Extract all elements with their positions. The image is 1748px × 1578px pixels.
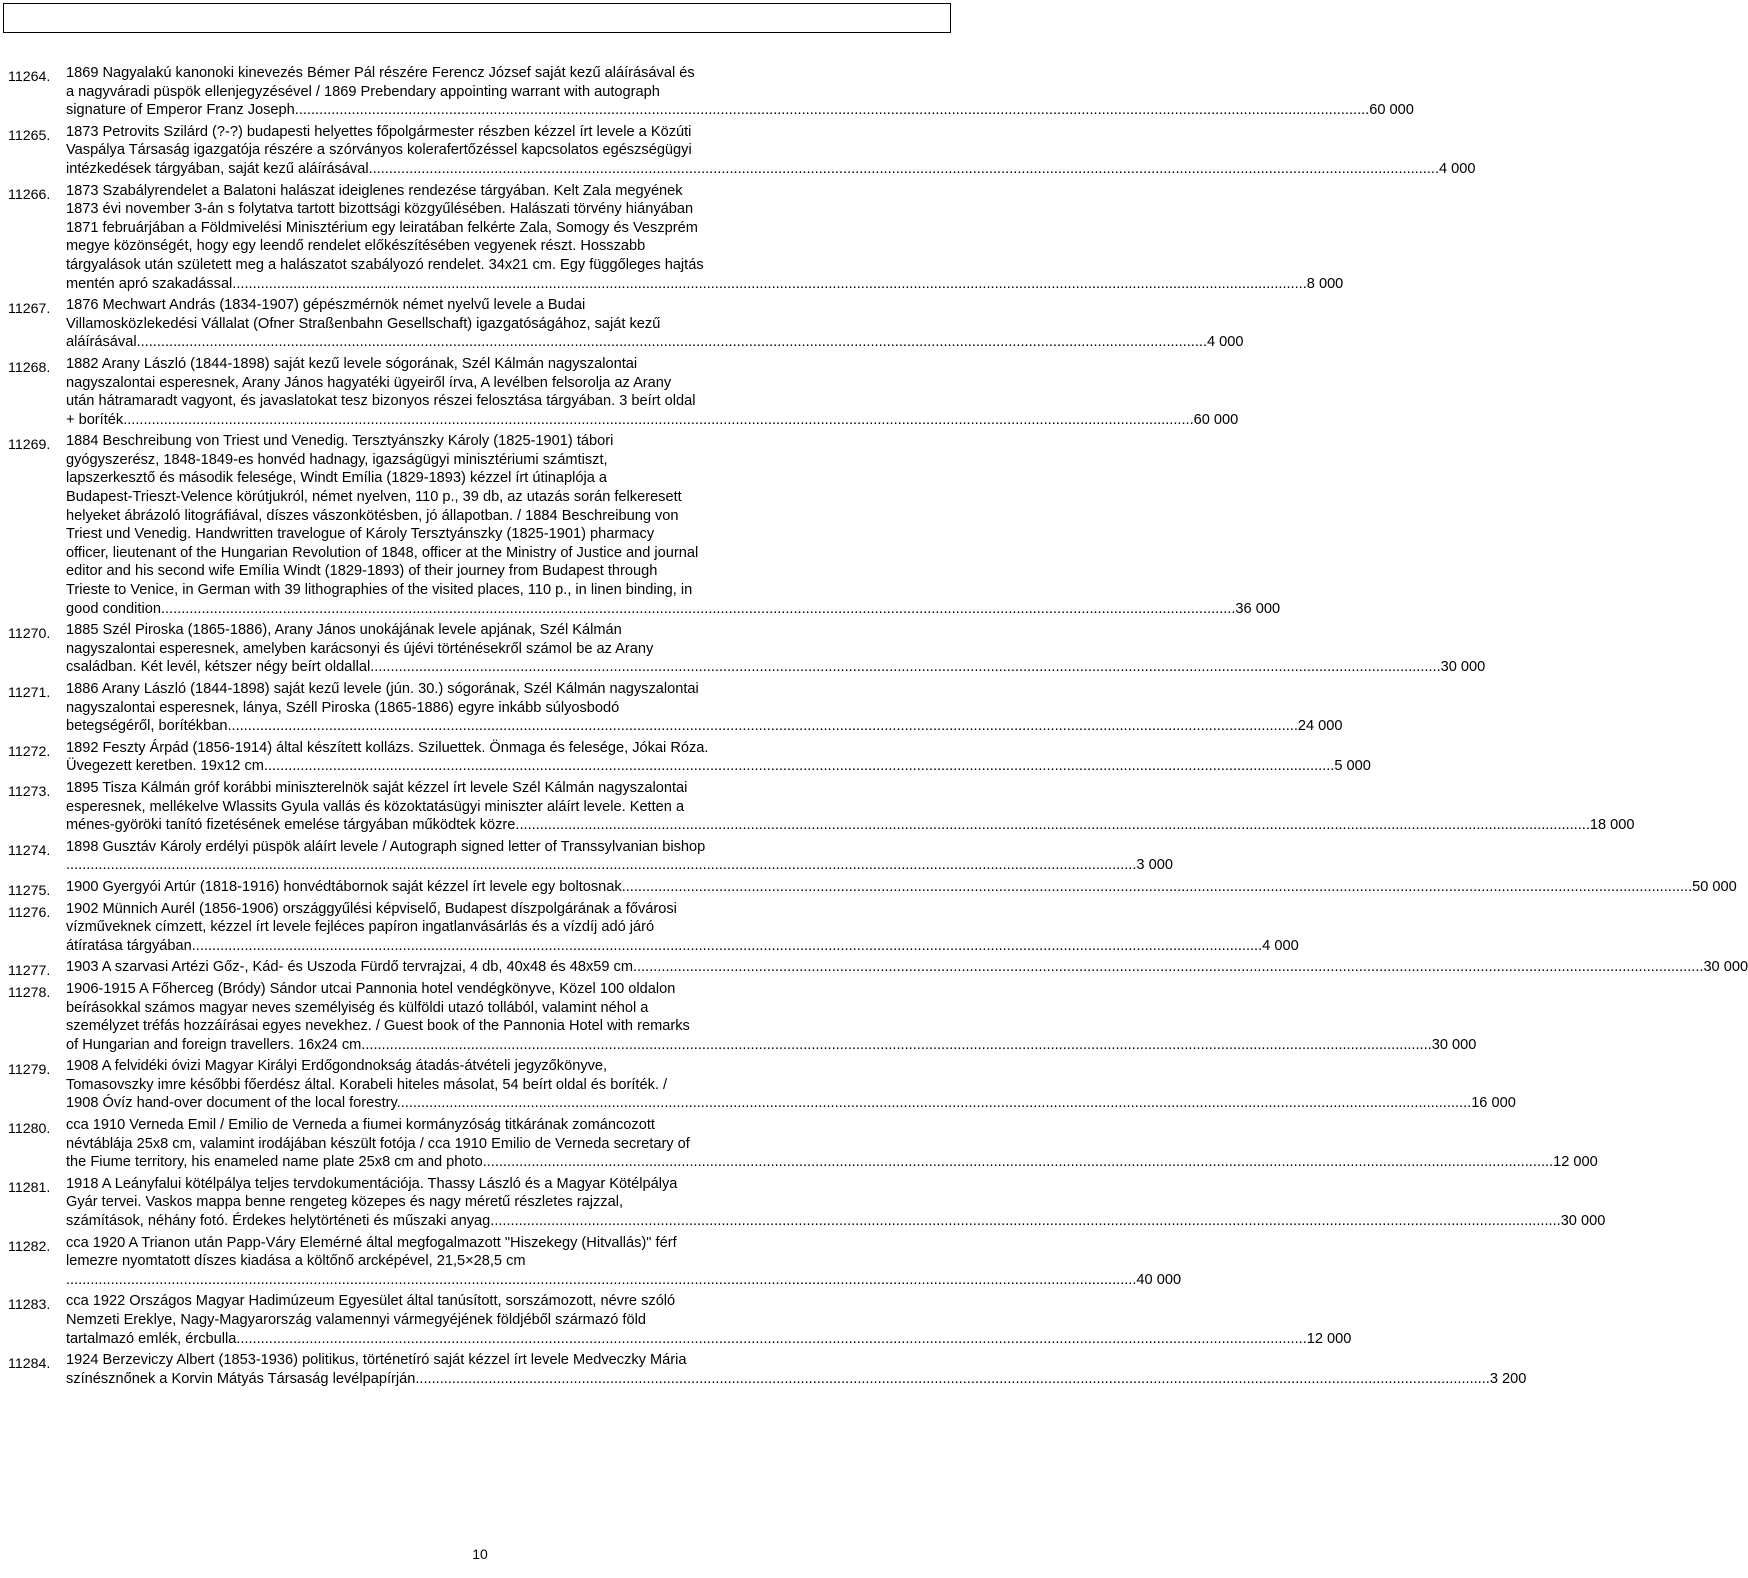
lot-number: 11278.: [8, 984, 51, 1001]
lot-price: 60 000: [1369, 102, 1414, 119]
lot-price-line: [66, 1212, 1606, 1231]
lot-text-last-line: Üvegezett keretben. 19x12 cm: [66, 758, 264, 775]
lot-number: 11276.: [8, 904, 51, 921]
lot-number: 11270.: [8, 626, 51, 643]
lot-price: 8 000: [1306, 275, 1344, 292]
lot-number: 11283.: [8, 1297, 51, 1314]
lot-price: 4 000: [1262, 937, 1299, 954]
lot-text-line: gyógyszerész, 1848-1849-es honvéd hadnagy, igazságügyi minisztériumi számtiszt,: [66, 451, 608, 468]
lot-text-line: 1902 Münnich Aurél (1856-1906) országgyűlési képviselő, Budapest díszpolgárának a fővárosi: [66, 900, 677, 917]
lot-price: 30 000: [1560, 1213, 1606, 1230]
lot-number: 11275.: [8, 882, 51, 899]
lot-number: 11266.: [8, 186, 51, 203]
lot-text-last-line: intézkedések tárgyában, saját kezű aláírásával: [66, 160, 369, 177]
lot-text-line: 1869 Nagyalakú kanonoki kinevezés Bémer Pál részére Ferencz József saját kezű aláírásával és: [66, 65, 695, 81]
lot-text-line: Budapest-Trieszt-Velence körútjukról, német nyelven, 110 p., 39 db, az utazás során felkeresett: [66, 489, 682, 506]
lot-text-line: személyzet tréfás hozzáírásai egyes nevekhez. / Guest book of the Pannonia Hotel with remarks: [66, 1018, 690, 1035]
lot-entry: [0, 1351, 1527, 1388]
lot-text-line: 1892 Feszty Árpád (1856-1914) által készített kollázs. Sziluettek. Önmaga és felesége, Jókai Róza.: [66, 739, 709, 756]
lot-number: 11282.: [8, 1238, 51, 1255]
lot-text-line: Tomasovszky imre későbbi főerdész által. Korabeli hiteles másolat, 54 beírt oldal és boríték. /: [66, 1076, 668, 1093]
lot-description: [66, 64, 1414, 120]
lot-number: 11272.: [8, 743, 51, 760]
lot-text-line: cca 1922 Országos Magyar Hadimúzeum Egyesület által tanúsított, sorszámozott, névre szóló: [66, 1293, 676, 1310]
lot-price: 30 000: [1440, 659, 1486, 676]
lot-entry: [0, 739, 1371, 776]
lot-price-line: [66, 1271, 1182, 1290]
lot-text-line: cca 1920 A Trianon után Papp-Váry Elemérné által megfogalmazott "Hiszekegy (Hitvallás)" férf: [66, 1234, 677, 1251]
lot-description: [66, 980, 1477, 1054]
lot-entry: [0, 958, 1748, 980]
lot-text-last-line: 1903 A szarvasi Artézi Gőz-, Kád- és Uszoda Fürdő tervrajzai, 4 db, 40x48 és 48x59 cm: [66, 959, 634, 976]
lot-price-line: [66, 856, 1173, 875]
lot-text-line: 1898 Gusztáv Károly erdélyi püspök aláírt levele / Autograph signed letter of Transsylvanian bishop: [66, 838, 706, 855]
lot-entry: [0, 878, 1737, 899]
lot-price-line: [66, 1370, 1527, 1389]
dot-leader: [622, 878, 1692, 897]
lot-price-line: [66, 1036, 1477, 1055]
lot-text-line: vízműveknek címzett, kézzel írt levele fejléces papíron ingatlanvásárlás és a vízdíj adó járó: [66, 919, 655, 936]
dot-leader: [369, 160, 1439, 179]
lot-text-line: lemezre nyomtatott díszes kiadása a költőnő arcképével, 21,5×28,5 cm: [66, 1253, 526, 1270]
lot-text-line: névtáblája 25x8 cm, valamint irodájában készült fotója / cca 1910 Emilio de Verneda secretary of: [66, 1135, 690, 1152]
lot-description: [66, 1351, 1527, 1388]
lot-price: 18 000: [1589, 817, 1635, 834]
lot-price-line: [66, 816, 1635, 835]
lot-text-line: 1885 Szél Piroska (1865-1886), Arany János unokájának levele apjának, Szél Kálmán: [66, 622, 622, 639]
lot-description: [66, 432, 1281, 618]
lot-entry: [0, 432, 1281, 618]
lot-price: 30 000: [1703, 959, 1748, 976]
lot-description: [66, 1175, 1606, 1231]
lot-description: [66, 296, 1244, 352]
lot-text-last-line: mentén apró szakadással.: [66, 275, 237, 292]
lot-text-last-line: ménes-györöki tanító fizetésének emelése tárgyában működtek közre.: [66, 817, 520, 834]
lot-entry: [0, 900, 1299, 956]
lot-number: 11274.: [8, 842, 51, 859]
lot-text-line: lapszerkesztő és második felesége, Windt Emília (1829-1893) kézzel írt útinaplója a: [66, 470, 608, 487]
lot-entry: [0, 1292, 1352, 1348]
lot-text-last-line: 1900 Gyergyói Artúr (1818-1916) honvédtábornok saját kézzel írt levele egy boltosnak: [66, 878, 622, 895]
lot-entry: [0, 779, 1635, 835]
lot-price: 24 000: [1297, 718, 1343, 735]
lot-price: 12 000: [1553, 1154, 1598, 1171]
dot-leader: [519, 816, 1589, 835]
lot-description: [66, 900, 1299, 956]
lot-number: 11271.: [8, 685, 51, 701]
lot-description: [66, 1292, 1352, 1348]
lot-entry: [0, 980, 1477, 1054]
lot-entry: [0, 1116, 1598, 1172]
dot-leader: [490, 1212, 1560, 1231]
lot-entry: [0, 64, 1414, 120]
dot-leader: [165, 600, 1235, 619]
dot-leader: [236, 275, 1306, 294]
lot-text-line: 1886 Arany László (1844-1898) saját kezű levele (jún. 30.) sógorának, Szél Kálmán nagyszalontai: [66, 681, 699, 697]
lot-text-last-line: tartalmazó emlék, ércbulla: [66, 1330, 237, 1347]
lot-text-line: esperesnek, mellékelve Wlassits Gyula vallás és közoktatásügyi miniszter aláírt levele. Ketten a: [66, 798, 685, 815]
lot-text-line: 1924 Berzeviczy Albert (1853-1936) politikus, történetíró saját kézzel írt levele Medveczky Mária: [66, 1352, 687, 1369]
dot-leader: [137, 333, 1207, 352]
lot-price-line: [66, 600, 1281, 619]
lot-price-line: [66, 1330, 1352, 1349]
lot-text-line: Triest und Venedig. Handwritten travelogue of Károly Tersztyánszky (1825-1901) pharmacy: [66, 526, 655, 543]
lot-text-line: nagyszalontai esperesnek, lánya, Széll Piroska (1865-1886) egyre inkább súlyosbodó: [66, 699, 620, 716]
lot-entry: [0, 355, 1239, 429]
dot-leader: [361, 1036, 1431, 1055]
lot-text-line: 1876 Mechwart András (1834-1907) gépészmérnök német nyelvű levele a Budai: [66, 297, 586, 314]
lot-text-line: a nagyváradi püspök ellenjegyzésével / 1869 Prebendary appointing warrant with autograph: [66, 83, 660, 100]
lot-text-line: 1906-1915 A Főherceg (Bródy) Sándor utcai Pannonia hotel vendégkönyve, Közel 100 oldalon: [66, 980, 676, 997]
lot-number: 11264.: [8, 69, 51, 85]
lot-text-line: 1882 Arany László (1844-1898) saját kezű levele sógorának, Szél Kálmán nagyszalontai: [66, 355, 638, 372]
lot-text-line: után hátramaradt vagyont, és javaslatokat tesz bizonyos részei felosztása tárgyában. 3 beírt oldal: [66, 393, 696, 410]
lot-price: 36 000: [1235, 600, 1281, 617]
lot-number: 11265.: [8, 127, 51, 144]
lot-entry: [0, 296, 1244, 352]
lot-text-line: tárgyalások után született meg a halászatot szabályozó rendelet. 34x21 cm. Egy függőleges hajtás: [66, 256, 704, 273]
lot-text-line: cca 1910 Verneda Emil / Emilio de Verneda a fiumei kormányzóság titkárának zománcozott: [66, 1117, 655, 1134]
lot-text-line: nagyszalontai esperesnek, Arany János hagyatéki ügyeiről írva, A levélben felsorolja az Arany: [66, 374, 672, 391]
lot-text-line: 1873 évi november 3-án s folytatva tartott bizottsági közgyűlésében. Halászati törvény hiányában: [66, 201, 694, 218]
dot-leader: [192, 937, 1262, 956]
lot-price: 16 000: [1471, 1095, 1516, 1112]
dot-leader: [236, 1330, 1306, 1349]
lot-price-line: [66, 937, 1299, 956]
lot-text-line: Vaspálya Társaság igazgatója részére a szórványos kolerafertőzéssel kapcsolatos egészségügyi: [66, 142, 692, 159]
lot-text-last-line: the Fiume territory, his enameled name plate 25x8 cm and photo: [66, 1154, 483, 1171]
lot-number: 11273.: [8, 783, 51, 800]
lot-entry: [0, 1234, 1182, 1290]
dot-leader: [299, 101, 1369, 120]
lot-text-line: 1884 Beschreibung von Triest und Venedig. Tersztyánszky Károly (1825-1901) tábori: [66, 433, 614, 450]
lot-text-last-line: signature of Emperor Franz Joseph.: [66, 102, 299, 119]
lot-text-last-line: aláírásával: [66, 334, 137, 351]
lot-text-line: 1908 A felvidéki óvizi Magyar Királyi Erdőgondnokság átadás-átvételi jegyzőkönyve,: [66, 1058, 608, 1075]
dot-leader: [370, 658, 1440, 677]
lot-list: [0, 64, 1748, 1391]
lot-text-line: Trieste to Venice, in German with 39 lithographies of the visited places, 110 p., in linen binding, in: [66, 582, 693, 599]
lot-price-line: [66, 1153, 1598, 1172]
lot-price-line: [66, 878, 1737, 897]
lot-description: [66, 838, 1173, 875]
lot-text-line: 1871 februárjában a Földmivelési Minisztérium egy leiratában felkérte Zala, Somogy és Veszprém: [66, 219, 698, 236]
lot-number: 11277.: [8, 963, 51, 980]
lot-text-line: Nemzeti Ereklye, Nagy-Magyarország valamennyi vármegyéjének földjéből származó föld: [66, 1312, 646, 1328]
lot-text-last-line: átíratása tárgyában: [66, 937, 192, 954]
lot-price-line: [66, 717, 1343, 736]
lot-text-line: beírásokkal számos magyar neves személyiség és külföldi utazó tollából, valamint néhol a: [66, 999, 649, 1016]
lot-entry: [0, 1057, 1516, 1113]
lot-description: [66, 182, 1344, 294]
lot-description: [66, 878, 1737, 897]
lot-text-line: 1873 Szabályrendelet a Balatoni halászat ideiglenes rendezése tárgyában. Kelt Zala megyének: [66, 182, 683, 199]
lot-entry: [0, 123, 1476, 179]
lot-price-line: [66, 275, 1344, 294]
lot-text-line: 1918 A Leányfalui kötélpálya teljes tervdokumentációja. Thassy László és a Magyar Kötélpálya: [66, 1175, 678, 1192]
lot-number: 11284.: [8, 1356, 51, 1373]
lot-price: 12 000: [1306, 1330, 1352, 1347]
lot-description: [66, 739, 1371, 776]
lot-entry: [0, 182, 1344, 294]
lot-text-line: editor and his second wife Emília Windt (1829-1893) of their journey from Budapest through: [66, 563, 658, 580]
dot-leader: [66, 856, 1136, 875]
dot-leader: [633, 958, 1703, 977]
lot-number: 11281.: [8, 1179, 51, 1196]
dot-leader: [401, 1094, 1471, 1113]
dot-leader: [483, 1153, 1553, 1172]
lot-text-last-line: of Hungarian and foreign travellers. 16x24 cm: [66, 1036, 362, 1053]
lot-description: [66, 1234, 1182, 1290]
dot-leader: [227, 717, 1297, 736]
lot-text-line: nagyszalontai esperesnek, amelyben karácsonyi és újévi történésekről számol be az Arany: [66, 640, 654, 657]
lot-price: 60 000: [1193, 411, 1239, 428]
lot-number: 11267.: [8, 301, 51, 318]
lot-price-line: [66, 101, 1414, 120]
lot-price-line: [66, 658, 1486, 677]
lot-price-line: [66, 411, 1239, 430]
lot-text-last-line: családban. Két levél, kétszer négy beírt oldallal: [66, 659, 371, 676]
lot-description: [66, 621, 1486, 677]
lot-text-last-line: betegségéről, borítékban: [66, 718, 228, 735]
dot-leader: [66, 1271, 1136, 1290]
lot-description: [66, 355, 1239, 429]
lot-text-last-line: számítások, néhány fotó. Érdekes helytörténeti és műszaki anyag: [66, 1213, 491, 1230]
lot-number: 11279.: [8, 1062, 51, 1079]
lot-text-last-line: good condition.: [66, 600, 165, 617]
lot-description: [66, 1057, 1516, 1113]
lot-number: 11268.: [8, 359, 51, 376]
lot-text-line: 1895 Tisza Kálmán gróf korábbi miniszterelnök saját kézzel írt levele Szél Kálmán nagyszalontai: [66, 779, 688, 796]
lot-price-line: [66, 958, 1748, 977]
lot-price: 3 000: [1136, 857, 1173, 874]
lot-entry: [0, 1175, 1606, 1231]
lot-number: 11280.: [8, 1121, 51, 1138]
lot-text-line: helyeket ábrázoló litográfiával, díszes vászonkötésben, jó állapotban. / 1884 Beschreibung von: [66, 507, 679, 524]
lot-description: [66, 958, 1748, 977]
lot-entry: [0, 680, 1343, 736]
lot-price: 5 000: [1334, 758, 1371, 775]
lot-text-last-line: 1908 Óvíz hand-over document of the local forestry.: [66, 1095, 401, 1112]
lot-price: 40 000: [1136, 1271, 1182, 1288]
lot-description: [66, 779, 1635, 835]
lot-entry: [0, 621, 1486, 677]
lot-price: 50 000: [1692, 878, 1737, 895]
lot-description: [66, 1116, 1598, 1172]
lot-text-line: Villamosközlekedési Vállalat (Ofner Straßenbahn Gesellschaft) igazgatóságához, saját kezű: [66, 315, 661, 332]
lot-text-line: Gyár tervei. Vaskos mappa benne rengeteg közepes és nagy méretű részletes rajzzal,: [66, 1194, 624, 1211]
lot-text-last-line: + boríték: [66, 411, 124, 428]
lot-text-last-line: színésznőnek a Korvin Mátyás Társaság levélpapírján.: [66, 1370, 420, 1387]
lot-price-line: [66, 333, 1244, 352]
lot-price-line: [66, 1094, 1516, 1113]
lot-entry: [0, 838, 1173, 875]
lot-price-line: [66, 757, 1371, 776]
lot-number: 11269.: [8, 437, 51, 454]
lot-price: 4 000: [1207, 334, 1244, 351]
lot-price-line: [66, 160, 1476, 179]
lot-text-line: 1873 Petrovits Szilárd (?-?) budapesti helyettes főpolgármester részben kézzel írt levele a Közúti: [66, 123, 692, 140]
lot-price: 4 000: [1439, 160, 1476, 177]
lot-price: 30 000: [1431, 1036, 1477, 1053]
lot-price: 3 200: [1489, 1370, 1527, 1387]
lot-description: [66, 123, 1476, 179]
dot-leader: [264, 757, 1334, 776]
lot-text-line: megye közönségét, hogy egy leendő rendelet előkészítésében vegyenek részt. Hosszabb: [66, 238, 646, 255]
header-frame: [3, 3, 951, 33]
page-number: 10: [472, 1546, 488, 1562]
dot-leader: [419, 1370, 1489, 1389]
lot-description: [66, 680, 1343, 736]
lot-text-line: officer, lieutenant of the Hungarian Revolution of 1848, officer at the Ministry of Justice and journal: [66, 544, 699, 561]
dot-leader: [123, 411, 1193, 430]
